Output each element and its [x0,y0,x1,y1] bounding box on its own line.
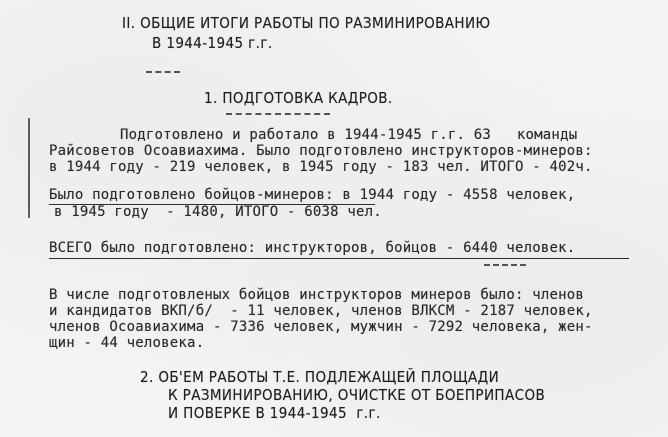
subsection2-line1: 2. ОБ'ЕМ РАБОТЫ Т.Е. ПОДЛЕЖАЩЕЙ ПЛОЩАДИ [140,368,500,386]
underline [49,258,629,259]
paragraph3-line: ВСЕГО было подготовлено: инструкторов, бойцов - 6440 человек. [49,240,576,256]
paragraph2-line2: в 1945 году - 1480, ИТОГО - 6038 чел. [54,204,382,220]
paragraph2-line1: Было подготовлено бойцов-минеров: в 1944 году - 4558 человек, [49,187,576,203]
subsection2-line2: К РАЗМИНИРОВАНИЮ, ОЧИСТКЕ ОТ БОЕПРИПАСОВ [168,386,546,404]
dash-mark [226,113,330,115]
paragraph1-line3: в 1944 году - 219 человек, в 1945 году - 183 чел. ИТОГО - 402ч. [49,159,593,175]
paragraph4-line4: щин - 44 человека. [49,335,205,351]
paragraph4-line2: и кандидатов ВКП/б/ - 11 человек, членов ВЛКСМ - 2187 человек, [49,303,593,319]
paragraph1-line1: Подготовлено и работало в 1944-1945 г.г. 63 команды [120,127,578,143]
subsection1-title: 1. ПОДГОТОВКА КАДРОВ. [204,89,393,107]
section-title-line2: В 1944-1945 г.г. [152,34,273,52]
margin-line [28,118,30,218]
dash-mark [146,71,180,73]
paragraph4-line3: членов Осоавиахима - 7336 человек, мужчин - 7292 человека, жен- [49,319,593,335]
dash-mark [484,264,526,266]
paragraph1-line2: Райсоветов Осоавиахима. Было подготовлено инструкторов-минеров: [49,143,593,159]
section-title-line1: II. ОБЩИЕ ИТОГИ РАБОТЫ ПО РАЗМИНИРОВАНИЮ [122,14,491,32]
paragraph4-line1: В числе подготовленых бойцов инструкторов минеров было: членов [49,287,584,303]
subsection2-line3: И ПОВЕРКЕ В 1944-1945 г.г. [168,404,381,422]
